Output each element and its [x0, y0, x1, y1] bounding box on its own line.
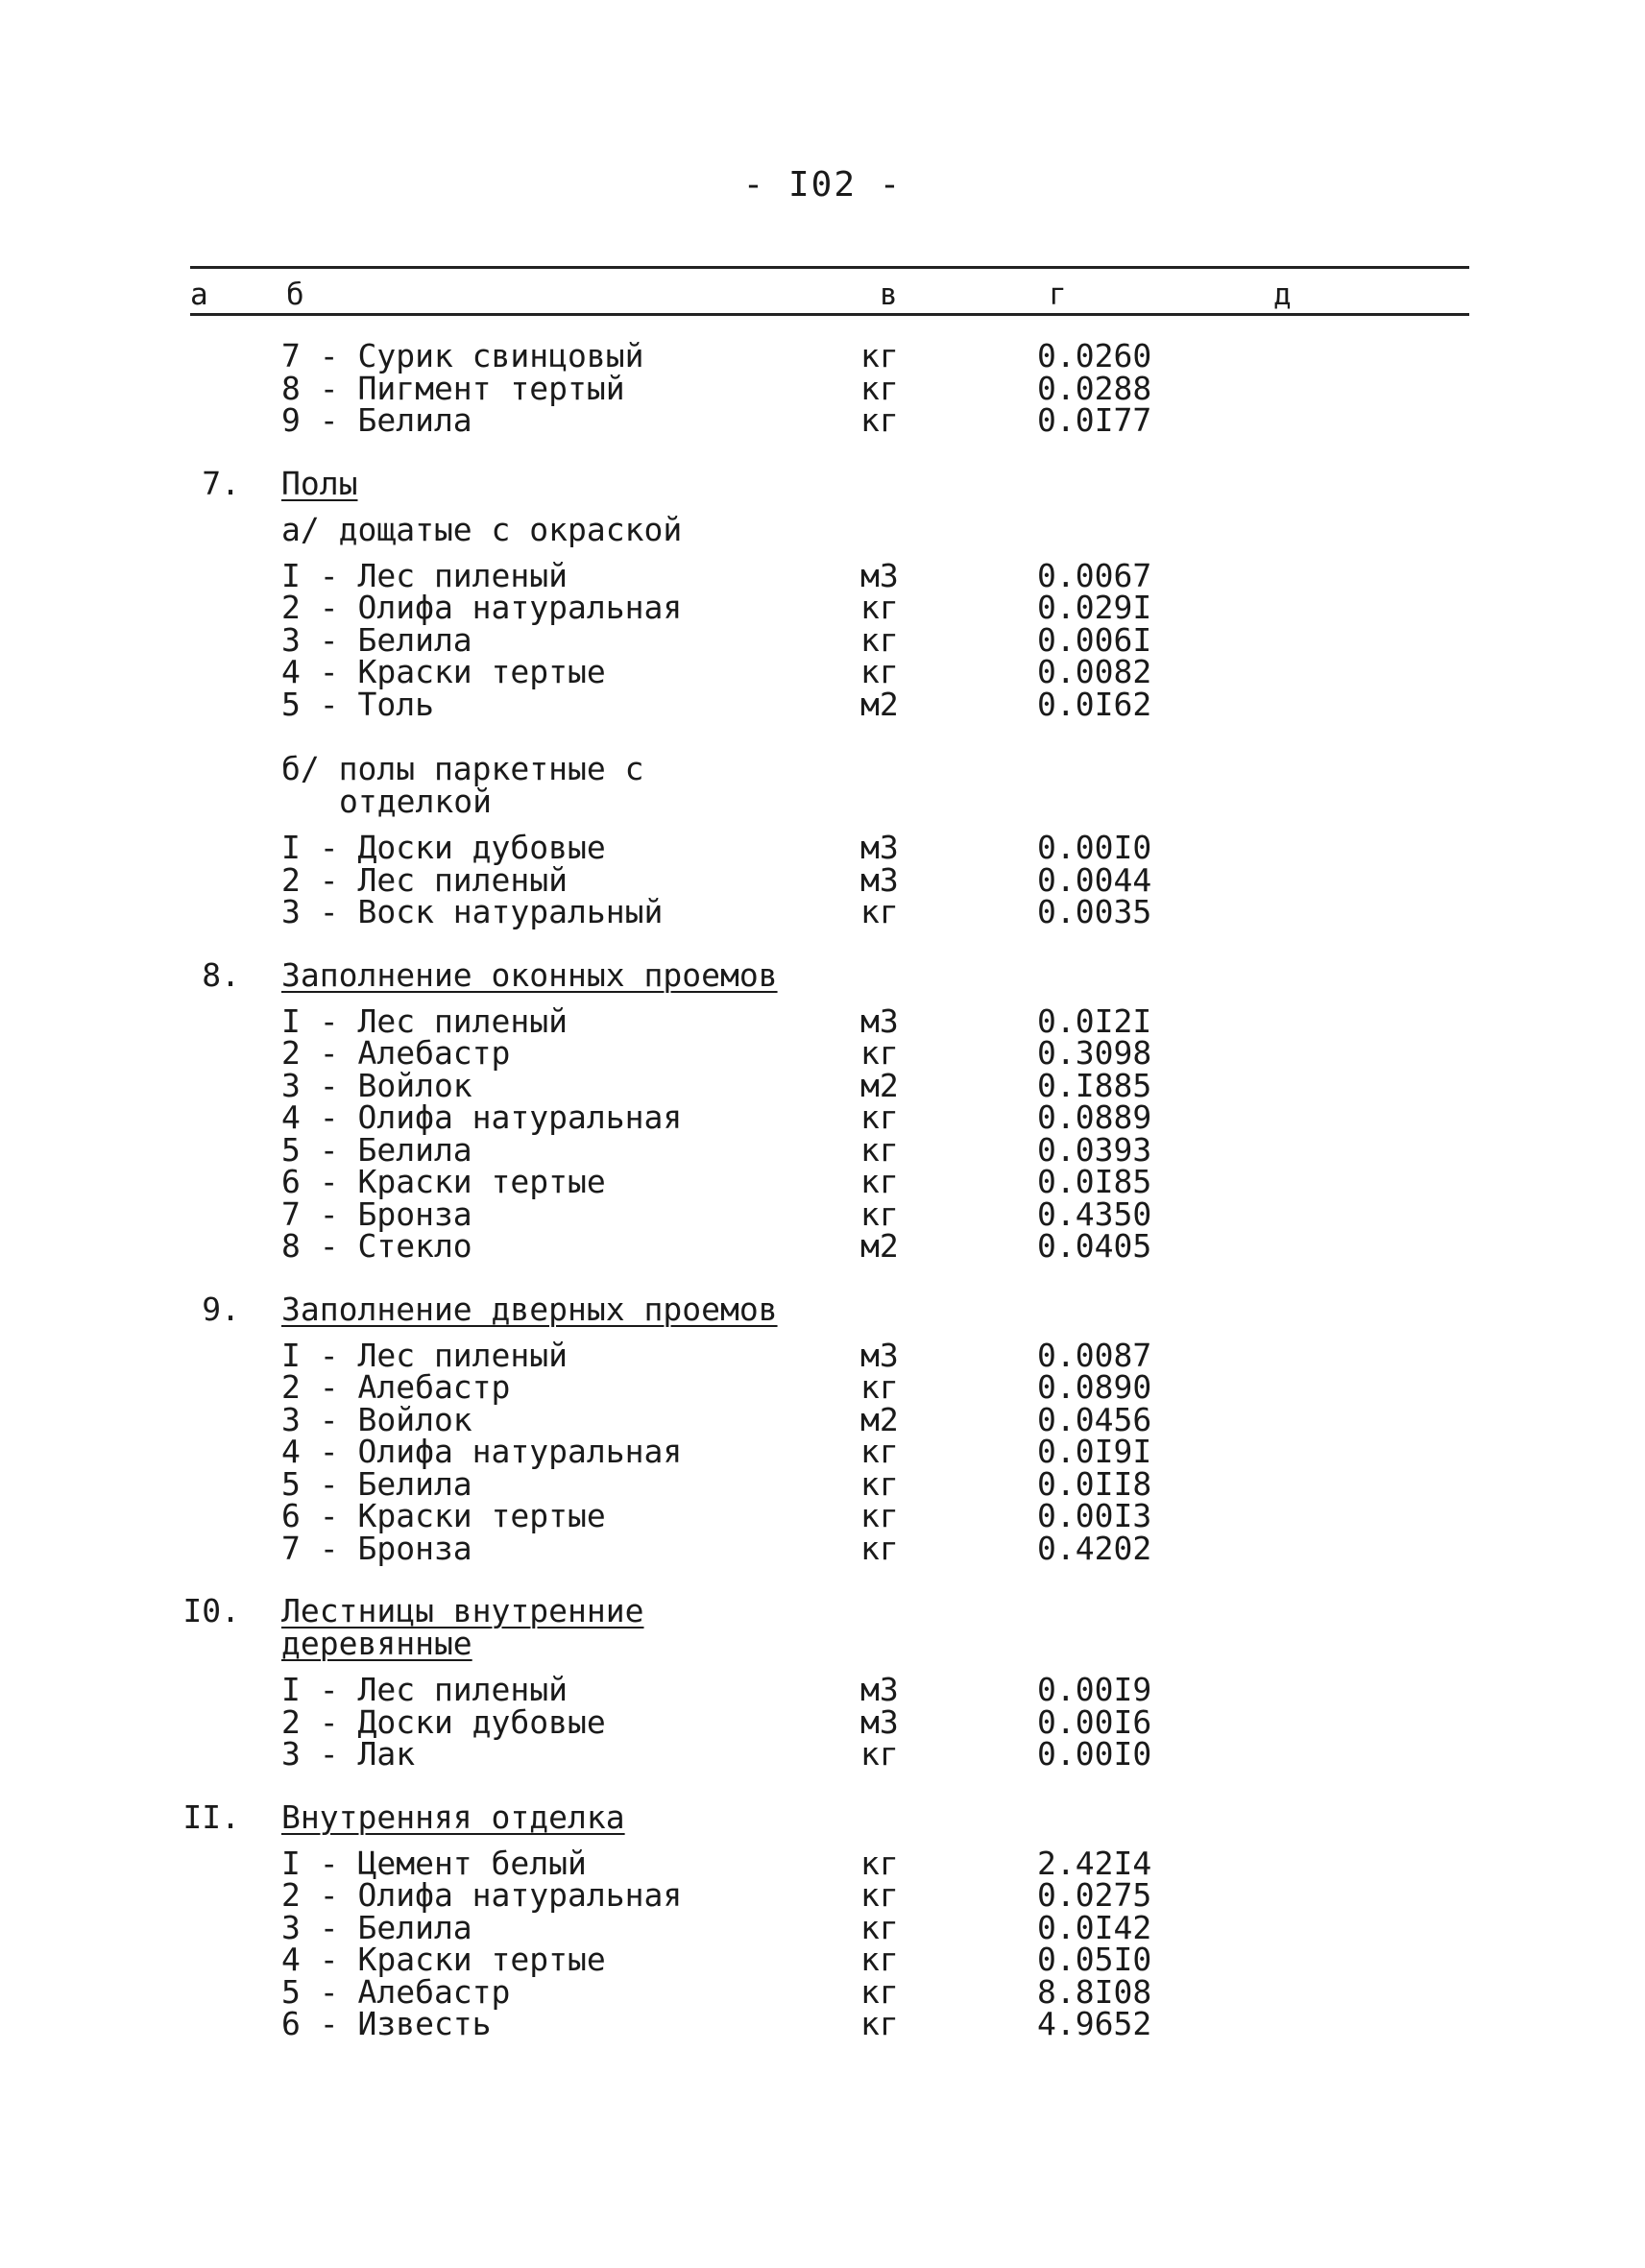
table-row: [0, 556, 1645, 594]
section-number: 7.: [202, 464, 240, 502]
item-name: 3 - Белила: [281, 620, 472, 659]
item-name: 4 - Краски тертые: [281, 653, 606, 690]
item-value: 0.0288: [1037, 369, 1152, 407]
item-value: 0.I885: [1037, 1066, 1152, 1104]
item-unit: кг: [860, 653, 899, 690]
item-value: 0.0087: [1037, 1336, 1152, 1374]
item-value: 0.4202: [1037, 1529, 1152, 1567]
item-unit: кг: [860, 401, 899, 439]
item-value: 0.05I0: [1037, 1941, 1152, 1978]
item-value: 0.0405: [1037, 1227, 1152, 1265]
item-name: 2 - Алебастр: [281, 1368, 511, 1406]
item-name: 8 - Стекло: [281, 1227, 472, 1265]
section-11: [0, 1798, 1645, 2042]
item-name: 5 - Алебастр: [281, 1972, 511, 2011]
header-rule: [190, 313, 1469, 316]
item-value: 0.00I0: [1037, 829, 1152, 866]
item-value: 0.006I: [1037, 620, 1152, 659]
item-value: 0.3098: [1037, 1034, 1152, 1072]
section-9: [0, 1290, 1645, 1567]
table-row: [0, 1735, 1645, 1773]
table-row: [0, 337, 1645, 374]
item-unit: кг: [860, 1368, 899, 1406]
item-name: I - Цемент белый: [281, 1844, 587, 1882]
item-unit: м3: [860, 829, 899, 866]
item-name: 7 - Бронза: [281, 1194, 472, 1233]
item-value: 0.0I9I: [1037, 1433, 1152, 1470]
item-unit: кг: [860, 337, 899, 374]
table-row: [0, 620, 1645, 659]
item-value: 4.9652: [1037, 2005, 1152, 2042]
top-rule: [190, 266, 1469, 269]
table-row: [0, 1671, 1645, 1708]
item-name: 7 - Бронза: [281, 1529, 472, 1567]
item-value: 0.0067: [1037, 556, 1152, 594]
continued-items: [0, 337, 1645, 439]
item-name: 7 - Сурик свинцовый: [281, 337, 644, 374]
table-row: [0, 1066, 1645, 1104]
item-name: 3 - Войлок: [281, 1066, 472, 1104]
item-name: I - Лес пиленый: [281, 1671, 568, 1708]
item-unit: м2: [860, 1400, 899, 1438]
item-value: 0.00I0: [1037, 1735, 1152, 1773]
item-unit: кг: [860, 1163, 899, 1200]
item-unit: м3: [860, 1336, 899, 1374]
table-row: [0, 653, 1645, 690]
subsection-title-line: отделкой: [339, 783, 492, 820]
item-name: 2 - Олифа натуральная: [281, 1876, 683, 1914]
item-name: 4 - Олифа натуральная: [281, 1433, 683, 1470]
section-number: 8.: [202, 955, 240, 994]
table-row: [0, 1433, 1645, 1470]
item-name: I - Доски дубовые: [281, 829, 606, 866]
item-unit: кг: [860, 1972, 899, 2011]
item-value: 0.0082: [1037, 653, 1152, 690]
item-unit: м3: [860, 556, 899, 594]
item-unit: м2: [860, 685, 899, 723]
column-header-g: г: [1049, 277, 1067, 312]
item-value: 0.0I2I: [1037, 1001, 1152, 1040]
table-row: [0, 1400, 1645, 1438]
item-unit: кг: [860, 1908, 899, 1946]
column-header-b: б: [286, 277, 304, 312]
column-header-a: а: [190, 277, 208, 312]
section-title: Заполнение оконных проемов: [281, 955, 778, 994]
item-value: 0.0044: [1037, 860, 1152, 899]
table-row: [0, 1943, 1645, 1976]
item-unit: кг: [860, 1034, 899, 1072]
subsection-title: [281, 750, 742, 820]
item-value: 0.0890: [1037, 1368, 1152, 1406]
item-unit: м3: [860, 860, 899, 899]
item-value: 0.0I42: [1037, 1908, 1152, 1946]
item-value: 0.0275: [1037, 1876, 1152, 1914]
item-value: 0.0393: [1037, 1130, 1152, 1169]
item-unit: кг: [860, 1844, 899, 1882]
item-name: I - Лес пиленый: [281, 556, 568, 594]
item-unit: кг: [860, 1464, 899, 1503]
item-unit: кг: [860, 1529, 899, 1567]
section-7: [0, 464, 1645, 930]
item-name: 9 - Белила: [281, 401, 472, 439]
item-name: 2 - Олифа натуральная: [281, 589, 683, 626]
column-header-v: в: [880, 277, 898, 312]
section-10: [0, 1592, 1645, 1773]
table-row: [0, 1844, 1645, 1882]
table-row: [0, 401, 1645, 439]
item-name: 3 - Лак: [281, 1735, 416, 1773]
item-name: 6 - Известь: [281, 2005, 492, 2042]
item-name: 2 - Доски дубовые: [281, 1702, 606, 1741]
item-value: 0.00I9: [1037, 1671, 1152, 1708]
item-unit: кг: [860, 620, 899, 659]
item-unit: кг: [860, 369, 899, 407]
item-name: I - Лес пиленый: [281, 1001, 568, 1040]
table-row: [0, 1876, 1645, 1914]
table-row: [0, 1702, 1645, 1741]
item-unit: кг: [860, 1497, 899, 1534]
item-name: 3 - Воск натуральный: [281, 893, 664, 930]
table-row: [0, 1497, 1645, 1534]
table-row: [0, 1972, 1645, 2011]
section-title: Заполнение дверных проемов: [281, 1290, 778, 1328]
item-value: 0.0035: [1037, 893, 1152, 930]
item-name: 5 - Белила: [281, 1130, 472, 1169]
page-number: - I02 -: [742, 165, 903, 205]
subsection-title: а/ дощатые с окраской: [281, 510, 683, 548]
materials-table: [0, 337, 1645, 2042]
item-value: 0.029I: [1037, 589, 1152, 626]
item-value: 0.00I3: [1037, 1497, 1152, 1534]
item-unit: кг: [860, 2005, 899, 2042]
section-title: Внутренняя отделка: [281, 1798, 625, 1836]
item-name: 3 - Войлок: [281, 1400, 472, 1438]
item-name: 6 - Краски тертые: [281, 1163, 606, 1200]
item-unit: м3: [860, 1001, 899, 1040]
item-name: 4 - Краски тертые: [281, 1941, 606, 1978]
section-title: Полы: [281, 464, 358, 502]
table-row: [0, 2005, 1645, 2042]
item-unit: кг: [860, 1941, 899, 1978]
item-name: 3 - Белила: [281, 1908, 472, 1946]
table-row: [0, 1001, 1645, 1040]
item-value: 0.0456: [1037, 1400, 1152, 1438]
item-name: 2 - Лес пиленый: [281, 860, 568, 899]
item-unit: кг: [860, 1876, 899, 1914]
table-row: [0, 1098, 1645, 1136]
item-unit: кг: [860, 893, 899, 930]
table-row: [0, 1908, 1645, 1946]
item-unit: кг: [860, 1194, 899, 1233]
item-value: 0.4350: [1037, 1194, 1152, 1233]
table-row: [0, 1368, 1645, 1406]
table-row: [0, 829, 1645, 866]
table-row: [0, 1130, 1645, 1169]
table-row: [0, 1336, 1645, 1374]
table-row: [0, 1194, 1645, 1233]
item-value: 0.0II8: [1037, 1464, 1152, 1503]
item-value: 0.0I85: [1037, 1163, 1152, 1200]
item-name: 5 - Белила: [281, 1464, 472, 1503]
table-row: [0, 860, 1645, 899]
table-row: [0, 1163, 1645, 1200]
item-unit: кг: [860, 589, 899, 626]
item-unit: м3: [860, 1702, 899, 1741]
table-row: [0, 1464, 1645, 1503]
item-value: 8.8I08: [1037, 1972, 1152, 2011]
item-name: 5 - Толь: [281, 685, 434, 723]
item-name: 6 - Краски тертые: [281, 1497, 606, 1534]
section-title: Лестницы внутренние деревянные: [281, 1592, 644, 1662]
item-value: 0.0I77: [1037, 401, 1152, 439]
item-name: 2 - Алебастр: [281, 1034, 511, 1072]
item-unit: кг: [860, 1433, 899, 1470]
item-value: 0.0260: [1037, 337, 1152, 374]
item-unit: м2: [860, 1227, 899, 1265]
item-value: 0.0889: [1037, 1098, 1152, 1136]
table-row: [0, 1034, 1645, 1072]
item-unit: м2: [860, 1066, 899, 1104]
section-number: II.: [182, 1798, 240, 1836]
table-row: [0, 893, 1645, 930]
item-name: I - Лес пиленый: [281, 1336, 568, 1374]
table-row: [0, 1529, 1645, 1567]
item-unit: м3: [860, 1671, 899, 1708]
item-unit: кг: [860, 1098, 899, 1136]
section-number: 9.: [202, 1290, 240, 1328]
column-header-d: д: [1273, 277, 1292, 312]
item-value: 0.00I6: [1037, 1702, 1152, 1741]
table-row: [0, 591, 1645, 624]
table-row: [0, 1227, 1645, 1265]
item-unit: кг: [860, 1130, 899, 1169]
section-number: I0.: [182, 1592, 240, 1629]
item-value: 2.42I4: [1037, 1844, 1152, 1882]
item-name: 4 - Олифа натуральная: [281, 1098, 683, 1136]
item-unit: кг: [860, 1735, 899, 1773]
subsection-title-line: б/ полы паркетные с: [281, 750, 644, 787]
section-8: [0, 955, 1645, 1265]
item-value: 0.0I62: [1037, 685, 1152, 723]
table-row: [0, 685, 1645, 723]
item-name: 8 - Пигмент тертый: [281, 369, 625, 407]
table-row: [0, 369, 1645, 407]
